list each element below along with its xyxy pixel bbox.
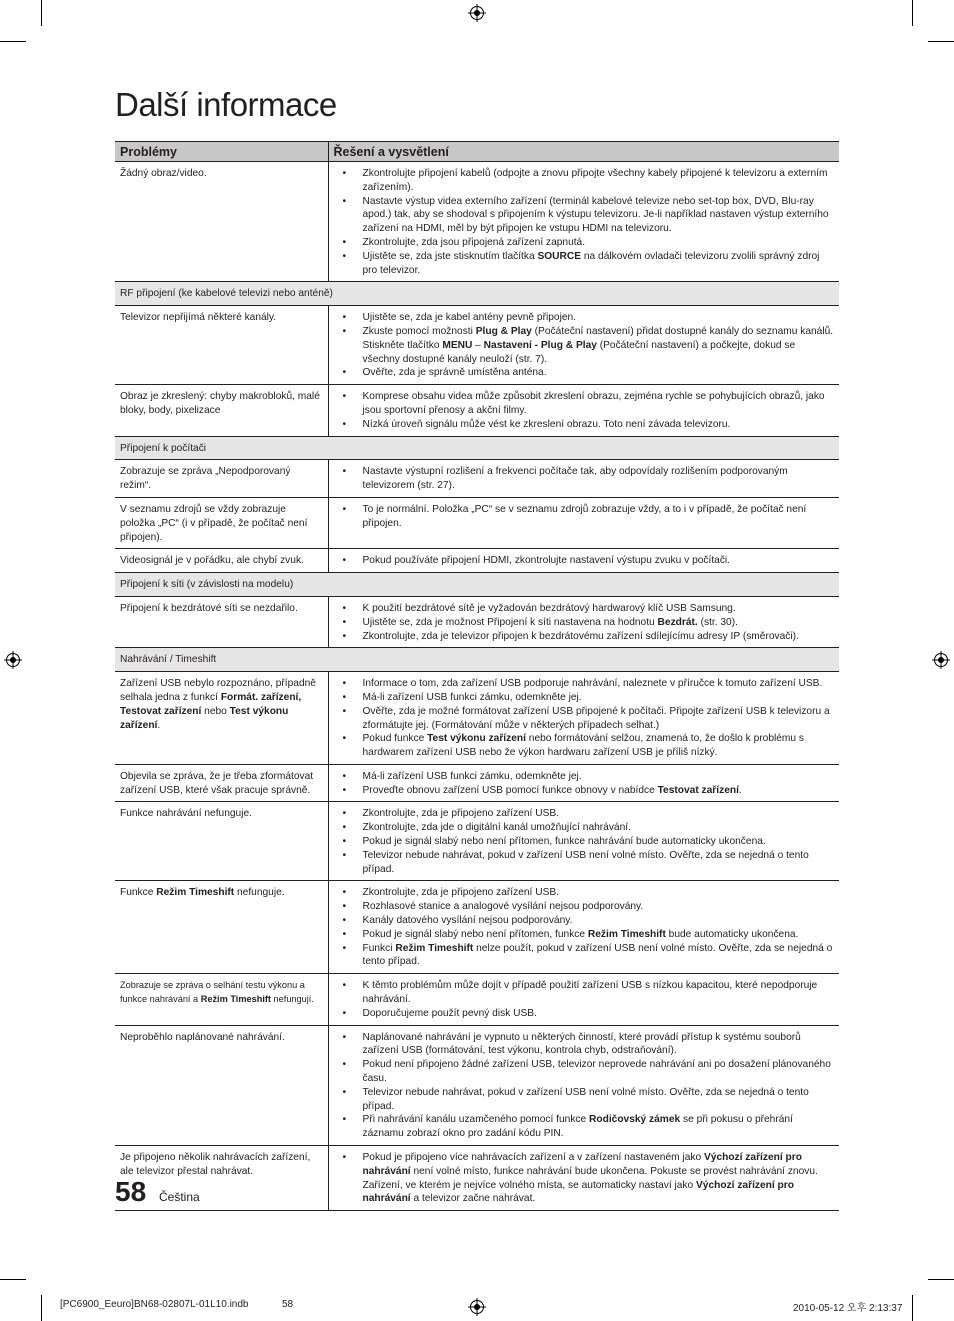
- table-row: [115, 385, 839, 436]
- solution-item: [334, 886, 835, 900]
- solution-item: [334, 167, 835, 195]
- text-run: V seznamu zdrojů se vždy zobrazuje položka „PC“ (i v případě, že počítač není připojen).: [120, 503, 308, 543]
- table-header-row: [115, 142, 839, 162]
- solution-list: [334, 1151, 835, 1206]
- table-row: [115, 974, 839, 1025]
- problem-cell: [115, 672, 328, 765]
- solution-cell: [328, 549, 839, 573]
- text-run: Nastavte výstupní rozlišení a frekvenci počítače tak, aby odpovídaly rozlišením podporovaným televizorem (str. 27).: [362, 466, 788, 492]
- text-run: Zkontrolujte, zda je připojeno zařízení USB.: [362, 808, 559, 820]
- table-row: [115, 306, 839, 385]
- solution-cell: [328, 802, 839, 881]
- page-language: Čeština: [159, 1190, 200, 1204]
- solution-item: [334, 630, 835, 644]
- emphasized-text: MENU: [442, 339, 473, 351]
- problem-cell: [115, 549, 328, 573]
- solution-item: [334, 835, 835, 849]
- text-run: (str. 30).: [697, 616, 738, 628]
- emphasized-text: Plug & Play: [475, 325, 532, 337]
- column-header-problems: Problémy: [115, 142, 328, 162]
- text-run: Proveďte obnovu zařízení USB pomocí funkce obnovy v nabídce: [362, 784, 658, 796]
- text-run: Pokud je signál slabý nebo není přítomen, funkce nahrávání bude automaticky ukončena.: [362, 836, 766, 848]
- solution-cell: [328, 1025, 839, 1145]
- text-run: Při nahrávání kanálu uzamčeného pomocí funkce: [362, 1114, 590, 1126]
- emphasized-text: SOURCE: [537, 250, 582, 262]
- solution-item: [334, 1031, 835, 1059]
- section-label: RF připojení (ke kabelové televizi nebo anténě): [115, 282, 839, 306]
- text-run: Má-li zařízení USB funkci zámku, odemkněte jej.: [362, 691, 582, 703]
- footer-datetime: 2010-05-12 오후 2:13:37: [793, 1303, 903, 1314]
- solution-item: [334, 928, 835, 942]
- page-title: Další informace: [115, 86, 337, 123]
- problem-cell: [115, 596, 328, 647]
- problem-cell: [115, 1025, 328, 1145]
- text-run: Rozhlasové stanice a analogové vysílání nejsou podporovány.: [362, 901, 644, 913]
- text-run: (Počáteční nastavení) přidat dostupné kanály do seznamu kanálů. Stiskněte tlačítko: [362, 325, 834, 351]
- solution-list: [334, 390, 835, 431]
- emphasized-text: Nastavení - Plug & Play: [483, 339, 597, 351]
- solution-list: [334, 770, 835, 798]
- crop-mark: [912, 0, 913, 26]
- text-run: nelze použít, pokud v zařízení USB není volné místo. Ověřte, zda se nejedná o tento případ.: [362, 942, 833, 968]
- text-run: není volné místo, funkce nahrávání bude ukončena. Pokuste se provést nahrávání znovu. Zařízení, ve kterém je nejvíce volného místa, se automaticky nastaví jako: [362, 1165, 818, 1191]
- solution-item: [334, 311, 835, 325]
- section-label: Nahrávání / Timeshift: [115, 648, 839, 672]
- text-run: nebo formátování selžou, znamená to, že došlo k problému s hardwarem zařízení USB nebo že výkon hardwaru zařízení USB je příliš nízký.: [362, 733, 805, 759]
- solution-item: [334, 503, 835, 531]
- text-run: To je normální. Položka „PC“ se v seznamu zdrojů zobrazuje vždy, a to i v případě, že počítač není připojen.: [362, 503, 807, 529]
- text-run: Ujistěte se, zda jste stisknutím tlačítka: [362, 250, 538, 262]
- problem-cell: [115, 802, 328, 881]
- text-run: Ujistěte se, zda je možnost Připojení k síti nastavena na hodnotu: [362, 616, 658, 628]
- problem-cell: [115, 974, 328, 1025]
- text-run: Nastavte výstup videa externího zařízení (terminál kabelové televize nebo set-top box, DVD, Blu-ray apod.) tak, aby se shodoval s připojením k výstupu televizoru. Je-li například nastaven výstup externího zařízení na HDMI, měl by být připojen ke vstupu HDMI na televizoru.: [362, 195, 829, 235]
- text-run: Komprese obsahu videa může způsobit zkreslení obrazu, zejména rychle se pohybujících obrazů, jako jsou sportovní přenosy a akční filmy.: [362, 391, 825, 416]
- text-run: Videosignál je v pořádku, ale chybí zvuk.: [120, 555, 304, 567]
- table-row: [115, 881, 839, 974]
- solution-item: [334, 390, 835, 418]
- emphasized-text: Testovat zařízení: [120, 705, 202, 717]
- solution-cell: [328, 672, 839, 765]
- solution-item: [334, 691, 835, 705]
- text-run: Neproběhlo naplánované nahrávání.: [120, 1031, 285, 1043]
- troubleshooting-table: [115, 141, 839, 1211]
- problem-cell: [115, 1146, 328, 1211]
- crop-mark: [41, 1295, 42, 1321]
- problem-cell: [115, 497, 328, 548]
- solution-cell: [328, 881, 839, 974]
- text-run: se při pokusu o přehrání záznamu zobrazí okno pro zadání kódu PIN.: [362, 1114, 793, 1140]
- text-run: na dálkovém ovladači televizoru zvolili správný zdroj pro televizor.: [362, 250, 820, 276]
- solution-item: [334, 732, 835, 760]
- text-run: Televizor nepřijímá některé kanály.: [120, 312, 277, 324]
- crop-mark: [928, 1279, 954, 1280]
- solution-item: [334, 900, 835, 914]
- solution-item: [334, 325, 835, 366]
- text-run: Pokud je signál slabý nebo není přítomen, funkce: [362, 928, 588, 940]
- text-run: nefunguje.: [234, 887, 285, 899]
- text-run: Zkontrolujte, zda je televizor připojen k bezdrátovému zařízení sdílejícímu adresy IP (směrovači).: [362, 630, 799, 642]
- solution-item: [334, 705, 835, 733]
- solution-item: [334, 602, 835, 616]
- registration-mark-icon: [4, 651, 22, 669]
- problem-cell: [115, 460, 328, 498]
- text-run: .: [157, 719, 161, 731]
- emphasized-text: Výchozí zařízení pro nahrávání: [362, 1152, 802, 1177]
- solution-item: [334, 236, 835, 250]
- solution-item: [334, 821, 835, 835]
- solution-item: [334, 418, 835, 432]
- text-run: Zkontrolujte, zda je připojeno zařízení USB.: [362, 887, 559, 899]
- text-run: Pokud je připojeno více nahrávacích zařízení a v zařízení nastaveném jako: [362, 1152, 704, 1164]
- emphasized-text: Režim Timeshift: [156, 887, 235, 899]
- solution-cell: [328, 497, 839, 548]
- solution-cell: [328, 460, 839, 498]
- table-row: [115, 802, 839, 881]
- text-run: nebo: [201, 705, 230, 717]
- table-body: [115, 162, 839, 1211]
- solution-cell: [328, 596, 839, 647]
- emphasized-text: Režim Timeshift: [395, 942, 474, 954]
- crop-mark: [0, 41, 26, 42]
- text-run: Doporučujeme použít pevný disk USB.: [362, 1007, 537, 1019]
- emphasized-text: Formát. zařízení,: [220, 691, 302, 703]
- section-row: [115, 436, 839, 460]
- solution-list: [334, 167, 835, 277]
- section-label: Připojení k síti (v závislosti na modelu): [115, 573, 839, 597]
- column-header-solutions: Řešení a vysvětlení: [328, 142, 839, 162]
- text-run: Informace o tom, zda zařízení USB podporuje nahrávání, naleznete v příručce k tomuto zařízení USB.: [362, 678, 823, 690]
- emphasized-text: Test výkonu zařízení: [427, 733, 526, 745]
- solution-list: [334, 807, 835, 876]
- problem-cell: [115, 385, 328, 436]
- problem-cell: [115, 162, 328, 282]
- problem-cell: [115, 764, 328, 802]
- text-run: Zobrazuje se zpráva „Nepodporovaný režim“.: [120, 466, 291, 492]
- solution-cell: [328, 974, 839, 1025]
- text-run: bude automaticky ukončena.: [665, 928, 799, 940]
- text-run: .: [738, 784, 742, 796]
- text-run: K použití bezdrátové sítě je vyžadován bezdrátový hardwarový klíč USB Samsung.: [362, 602, 736, 614]
- solution-list: [334, 554, 835, 568]
- table-row: [115, 549, 839, 573]
- registration-mark-icon: [468, 4, 486, 22]
- solution-item: [334, 250, 835, 278]
- text-run: Je připojeno několik nahrávacích zařízení, ale televizor přestal nahrávat.: [120, 1152, 311, 1177]
- text-run: Objevila se zpráva, že je třeba zformátovat zařízení USB, které však pracuje správně.: [120, 770, 314, 796]
- solution-item: [334, 770, 835, 784]
- text-run: Televizor nebude nahrávat, pokud v zařízení USB není volné místo. Ověřte, zda se nejedná o tento případ.: [362, 1086, 809, 1112]
- solution-item: [334, 979, 835, 1007]
- solution-list: [334, 503, 835, 531]
- text-run: Funkce: [120, 887, 157, 899]
- solution-item: [334, 616, 835, 630]
- text-run: K těmto problémům může dojít v případě použití zařízení USB s nízkou kapacitou, které nepodporuje nahrávání.: [362, 980, 818, 1006]
- solution-cell: [328, 1146, 839, 1211]
- text-run: Funkce nahrávání nefunguje.: [120, 808, 252, 820]
- table-row: [115, 1025, 839, 1145]
- text-run: Zkuste pomocí možnosti: [362, 325, 476, 337]
- emphasized-text: Bezdrát.: [657, 616, 698, 628]
- solution-list: [334, 1031, 835, 1141]
- table-row: [115, 497, 839, 548]
- solution-item: [334, 784, 835, 798]
- text-run: Pokud není připojeno žádné zařízení USB, televizor neprovede nahrávání ani po dosažení plánovaného času.: [362, 1059, 831, 1085]
- solution-cell: [328, 764, 839, 802]
- text-run: Ověřte, zda je správně umístěna anténa.: [362, 367, 547, 379]
- solution-item: [334, 1058, 835, 1086]
- text-run: (Počáteční nastavení) a počkejte, dokud se všechny dostupné kanály neuloží (str. 7).: [362, 339, 796, 365]
- solution-item: [334, 942, 835, 970]
- text-run: Naplánované nahrávání je vypnuto u některých činností, které provádí přístup k systému souborů zařízení USB (formátování, test výkonu, kontrola chyb, odstraňování).: [362, 1031, 801, 1057]
- emphasized-text: Testovat zařízení: [657, 784, 739, 796]
- text-run: Pokud používáte připojení HDMI, zkontrolujte nastavení výstupu zvuku v počítači.: [362, 555, 731, 567]
- table-row: [115, 460, 839, 498]
- solution-cell: [328, 306, 839, 385]
- solution-list: [334, 465, 835, 493]
- solution-item: [334, 807, 835, 821]
- solution-item: [334, 1086, 835, 1114]
- text-run: Má-li zařízení USB funkci zámku, odemkněte jej.: [362, 770, 582, 782]
- section-row: [115, 648, 839, 672]
- crop-mark: [0, 1279, 26, 1280]
- page-number: 58: [115, 1176, 147, 1207]
- emphasized-text: Rodičovský zámek: [589, 1114, 681, 1126]
- text-run: nefungují.: [271, 994, 314, 1005]
- crop-mark: [928, 41, 954, 42]
- solution-cell: [328, 385, 839, 436]
- solution-list: [334, 886, 835, 969]
- crop-mark: [912, 1295, 913, 1321]
- emphasized-text: Test výkonu zařízení: [120, 705, 289, 731]
- text-run: Obraz je zkreslený: chyby makrobloků, malé bloky, body, pixelizace: [120, 391, 320, 416]
- solution-list: [334, 311, 835, 380]
- text-run: Ověřte, zda je možné formátovat zařízení USB připojené k počítači. Připojte zařízení USB k televizoru a zformátujte jej. (Formátování může v některých případech selhat.): [362, 705, 830, 731]
- table-row: [115, 672, 839, 765]
- text-run: Kanály datového vysílání nejsou podporovány.: [362, 915, 573, 927]
- solution-item: [334, 465, 835, 493]
- problem-cell: [115, 306, 328, 385]
- registration-mark-icon: [932, 651, 950, 669]
- text-run: Nízká úroveň signálu může vést ke zkreslení obrazu. Toto není závada televizoru.: [362, 418, 731, 430]
- registration-mark-icon: [468, 1298, 486, 1316]
- text-run: Žádný obraz/video.: [120, 168, 207, 179]
- solution-cell: [328, 162, 839, 282]
- solution-item: [334, 366, 835, 380]
- text-run: Zobrazuje se zpráva o selhání testu výkonu a funkce nahrávání a: [120, 980, 305, 1005]
- solution-item: [334, 1007, 835, 1021]
- footer-page: 58: [282, 1299, 294, 1310]
- section-row: [115, 282, 839, 306]
- solution-item: [334, 195, 835, 236]
- solution-list: [334, 602, 835, 643]
- table-row: [115, 764, 839, 802]
- crop-mark: [41, 0, 42, 26]
- solution-list: [334, 979, 835, 1020]
- table-row: [115, 1146, 839, 1211]
- solution-list: [334, 677, 835, 760]
- text-run: Funkci: [362, 942, 396, 954]
- text-run: Zkontrolujte připojení kabelů (odpojte a znovu připojte všechny kabely připojené k televizoru a externím zařízením).: [362, 168, 828, 193]
- text-run: Pokud funkce: [362, 733, 428, 745]
- text-run: Zařízení USB nebylo rozpoznáno, případně selhala jedna z funkcí: [120, 678, 316, 703]
- emphasized-text: Režim Timeshift: [200, 994, 271, 1005]
- text-run: –: [472, 339, 484, 351]
- solution-item: [334, 914, 835, 928]
- text-run: Zkontrolujte, zda jde o digitální kanál umožňující nahrávání.: [362, 822, 631, 834]
- text-run: a televizor začne nahrávat.: [410, 1193, 536, 1205]
- emphasized-text: Výchozí zařízení pro nahrávání: [362, 1179, 794, 1205]
- text-run: Ujistěte se, zda je kabel antény pevně připojen.: [362, 312, 577, 324]
- solution-item: [334, 849, 835, 877]
- table-row: [115, 162, 839, 282]
- footer-filename: [PC6900_Eeuro]BN68-02807L-01L10.indb: [60, 1299, 249, 1310]
- table-row: [115, 596, 839, 647]
- solution-item: [334, 677, 835, 691]
- text-run: Televizor nebude nahrávat, pokud v zařízení USB není volné místo. Ověřte, zda se nejedná o tento případ.: [362, 849, 809, 875]
- problem-cell: [115, 881, 328, 974]
- solution-item: [334, 1151, 835, 1206]
- solution-item: [334, 554, 835, 568]
- section-label: Připojení k počítači: [115, 436, 839, 460]
- text-run: Připojení k bezdrátové síti se nezdařilo.: [120, 602, 298, 614]
- emphasized-text: Režim Timeshift: [587, 928, 666, 940]
- text-run: Zkontrolujte, zda jsou připojená zařízení zapnutá.: [362, 236, 586, 248]
- solution-item: [334, 1113, 835, 1141]
- section-row: [115, 573, 839, 597]
